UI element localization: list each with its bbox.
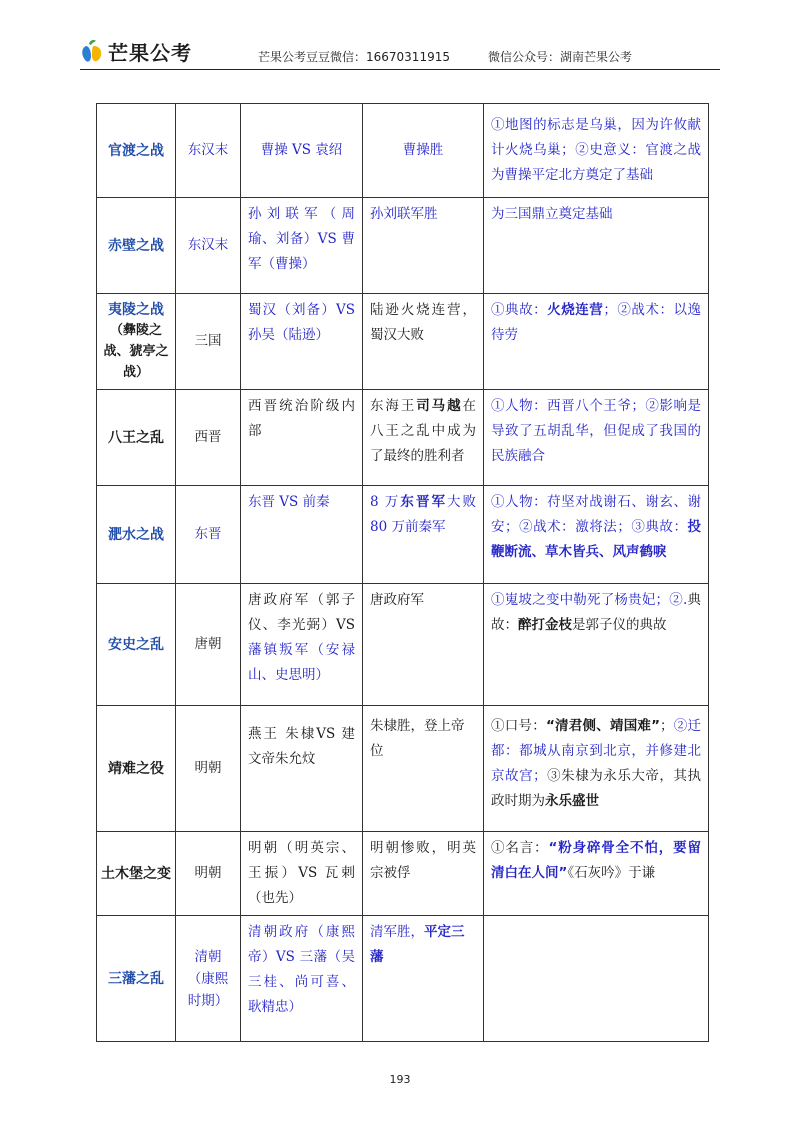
result-highlight: 东晋军 — [400, 494, 447, 510]
battle-era: 东汉末 — [176, 104, 241, 198]
battle-name: 赤壁之战 — [97, 198, 176, 294]
result-part: 大败 80 万前秦军 — [370, 494, 477, 535]
battle-notes — [484, 916, 709, 1042]
battle-era: 清朝（康熙时期） — [176, 916, 241, 1042]
notes-part: ①典故： — [491, 302, 548, 318]
official-account-info: 微信公众号：湖南芒果公考 — [488, 50, 633, 64]
battle-sides: 曹操 VS 袁绍 — [241, 104, 363, 198]
sides-part: 藩镇叛军（安禄山、史思明） — [248, 642, 355, 683]
page-header — [80, 36, 720, 70]
battle-notes — [484, 706, 709, 832]
brand-name: 芒果公考 — [108, 40, 192, 65]
battle-notes: ①地图的标志是乌巢，因为许攸献计火烧乌巢；②史意义：官渡之战为曹操平定北方奠定了基础 — [484, 104, 709, 198]
result-part: 东海王 — [370, 398, 417, 414]
battle-result — [363, 486, 484, 584]
mango-logo-icon — [80, 38, 104, 64]
table-row — [97, 832, 709, 916]
battle-sides: 明朝（明英宗、王振）VS 瓦剌（也先） — [241, 832, 363, 916]
battle-name: 三藩之乱 — [97, 916, 176, 1042]
battle-name-cell — [97, 294, 176, 390]
notes-part: ①人物：苻坚对战谢石、谢玄、谢安；②战术：激将法；③典故： — [491, 494, 701, 535]
battle-name: 夷陵之战 — [108, 302, 164, 318]
battle-result: 孙刘联军胜 — [363, 198, 484, 294]
battle-name: 淝水之战 — [97, 486, 176, 584]
battle-name: 官渡之战 — [97, 104, 176, 198]
battle-sides: 孙刘联军（周瑜、刘备）VS 曹军（曹操） — [241, 198, 363, 294]
battle-name: 八王之乱 — [97, 390, 176, 486]
notes-highlight: 醉打金枝 — [518, 617, 572, 633]
table-row — [97, 584, 709, 706]
battle-notes — [484, 832, 709, 916]
notes-part: ③朱棣为永乐大帝，其执政时期为 — [491, 768, 702, 809]
page-number: 193 — [389, 1073, 411, 1086]
battle-result — [363, 390, 484, 486]
battle-sides: 西晋统治阶级内部 — [241, 390, 363, 486]
notes-part: ；②战术：以逸待劳 — [491, 302, 702, 343]
battle-era: 东晋 — [176, 486, 241, 584]
brand-logo — [80, 36, 192, 66]
battle-name: 靖难之役 — [97, 706, 176, 832]
battle-era: 西晋 — [176, 390, 241, 486]
notes-highlight: 永乐盛世 — [545, 793, 599, 809]
notes-part: ①口号： — [491, 718, 546, 734]
battle-alias: （彝陵之战、猇亭之战） — [103, 323, 169, 380]
battle-era: 唐朝 — [176, 584, 241, 706]
notes-highlight: 火烧连营 — [547, 302, 604, 318]
battle-result: 明朝惨败，明英宗被俘 — [363, 832, 484, 916]
notes-part: ①嵬坡之变中勒死了杨贵妃；②. — [491, 592, 688, 608]
battle-sides: 燕王 朱棣VS 建文帝朱允炆 — [241, 706, 363, 832]
notes-highlight: “清君侧、靖国难” — [545, 718, 661, 734]
battle-notes — [484, 584, 709, 706]
battle-notes: ①人物：西晋八个王爷；②影响是导致了五胡乱华，但促成了我国的民族融合 — [484, 390, 709, 486]
battle-sides — [241, 584, 363, 706]
table-row — [97, 916, 709, 1042]
table-row — [97, 706, 709, 832]
battle-notes — [484, 486, 709, 584]
result-highlight: 司马越 — [416, 398, 463, 414]
notes-highlight: “粉身碎骨全不怕，要留清白在人间” — [491, 840, 702, 881]
battle-notes: 为三国鼎立奠定基础 — [484, 198, 709, 294]
sides-part: 唐政府军（郭子仪、李光弼）VS — [248, 592, 355, 633]
douban-wechat-info: 芒果公考豆豆微信：16670311915 — [258, 50, 450, 64]
notes-part: 是郭子仪的典故 — [572, 617, 667, 633]
notes-part: ； — [660, 718, 674, 734]
result-part: 在八王之乱中成为了最终的胜利者 — [370, 398, 476, 464]
battle-result: 陆逊火烧连营，蜀汉大败 — [363, 294, 484, 390]
battle-sides: 清朝政府（康熙帝）VS 三藩（吴三桂、尚可喜、耿精忠） — [241, 916, 363, 1042]
table-row — [97, 486, 709, 584]
battle-era: 东汉末 — [176, 198, 241, 294]
battles-table — [96, 103, 708, 1042]
battle-notes — [484, 294, 709, 390]
battle-result: 曹操胜 — [363, 104, 484, 198]
battle-sides: 东晋 VS 前秦 — [241, 486, 363, 584]
result-part: 8 万 — [370, 494, 401, 510]
notes-part: 《石灰吟》于谦 — [567, 865, 656, 881]
battle-result — [363, 916, 484, 1042]
battle-era: 明朝 — [176, 706, 241, 832]
battle-result: 唐政府军 — [363, 584, 484, 706]
battle-era: 明朝 — [176, 832, 241, 916]
table-row — [97, 198, 709, 294]
battle-name: 安史之乱 — [97, 584, 176, 706]
battle-result: 朱棣胜，登上帝位 — [363, 706, 484, 832]
battle-era: 三国 — [176, 294, 241, 390]
battle-name: 土木堡之变 — [97, 832, 176, 916]
notes-part: 典故： — [491, 592, 701, 633]
table-row — [97, 104, 709, 198]
table-row — [97, 390, 709, 486]
notes-part: ②迁都：都城从南京到北京，并修建北京故宫； — [491, 718, 702, 784]
battle-sides: 蜀汉（刘备）VS 孙吴（陆逊） — [241, 294, 363, 390]
notes-highlight: 投鞭断流、草木皆兵、风声鹤唳 — [491, 519, 701, 560]
table-row — [97, 294, 709, 390]
result-part: 清军胜， — [370, 924, 424, 940]
result-highlight: 平定三藩 — [370, 924, 465, 965]
notes-part: ①名言： — [491, 840, 549, 856]
